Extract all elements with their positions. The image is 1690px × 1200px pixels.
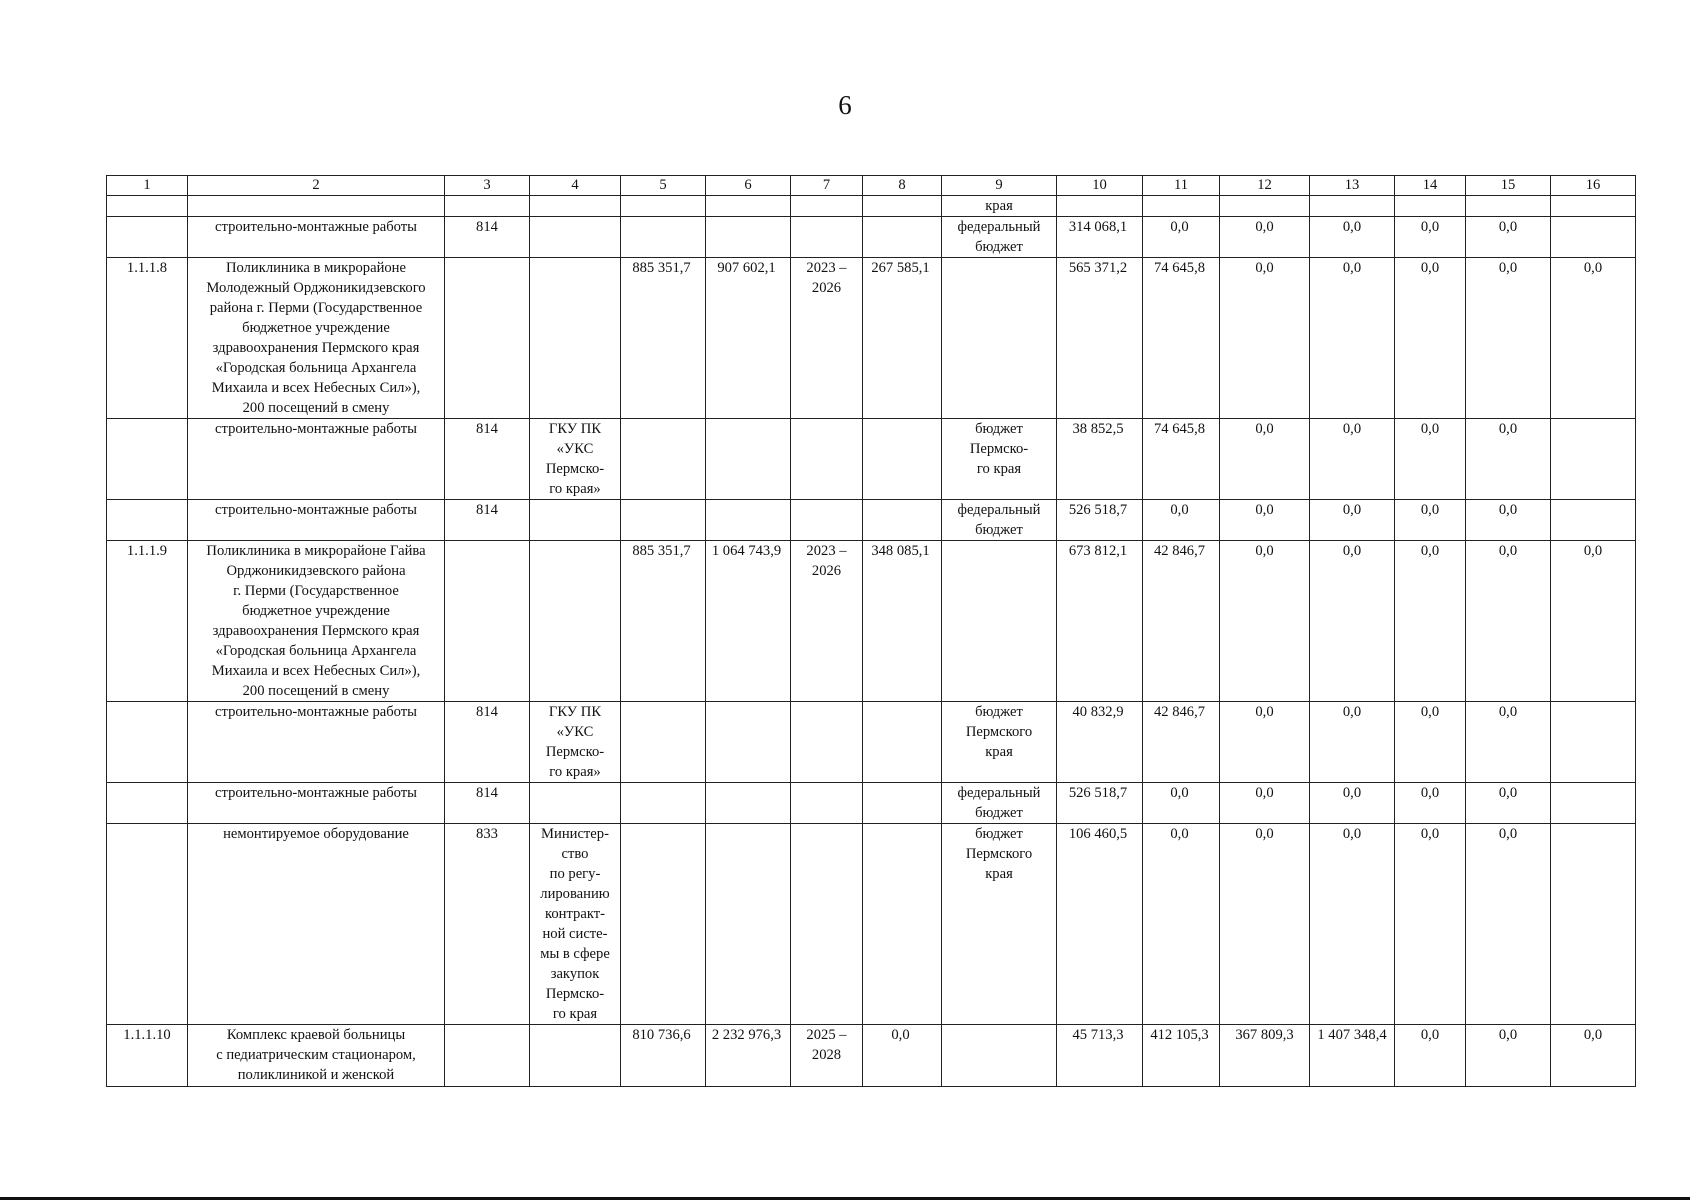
table-row [107, 783, 1636, 824]
table-cell: ГКУ ПК «УКС Пермско- го края» [530, 702, 621, 783]
table-cell: 814 [445, 419, 530, 500]
column-number-cell: 1 [107, 176, 188, 196]
table-cell: бюджет Пермско- го края [942, 419, 1057, 500]
table-cell [530, 541, 621, 702]
table-cell [621, 500, 706, 541]
table-row [107, 196, 1636, 217]
table-cell [863, 196, 942, 217]
table-cell: 0,0 [1551, 258, 1636, 419]
table-cell [621, 419, 706, 500]
table-cell: 0,0 [1220, 258, 1310, 419]
table-cell [863, 824, 942, 1025]
table-cell: 2023 – 2026 [791, 258, 863, 419]
table-cell: 565 371,2 [1057, 258, 1143, 419]
table-cell: федеральный бюджет [942, 217, 1057, 258]
table-cell [107, 217, 188, 258]
table-cell: 0,0 [1551, 541, 1636, 702]
table-row [107, 702, 1636, 783]
table-cell: 810 736,6 [621, 1025, 706, 1087]
table-cell: 1.1.1.9 [107, 541, 188, 702]
table-row [107, 217, 1636, 258]
table-cell [445, 196, 530, 217]
table-cell: 0,0 [1466, 541, 1551, 702]
table-cell: 814 [445, 783, 530, 824]
table-row [107, 500, 1636, 541]
table-cell: 833 [445, 824, 530, 1025]
table-cell [530, 217, 621, 258]
table-cell: 0,0 [1395, 541, 1466, 702]
table-cell: 0,0 [1310, 702, 1395, 783]
table-cell [530, 258, 621, 419]
table-cell: 814 [445, 217, 530, 258]
column-number-cell: 9 [942, 176, 1057, 196]
table-cell: 0,0 [1143, 783, 1220, 824]
table-cell: немонтируемое оборудование [188, 824, 445, 1025]
table-cell [107, 783, 188, 824]
table-cell: 885 351,7 [621, 258, 706, 419]
table-cell [1551, 419, 1636, 500]
table-cell [863, 419, 942, 500]
table-cell [1551, 196, 1636, 217]
table-cell [791, 217, 863, 258]
table-cell: ГКУ ПК «УКС Пермско- го края» [530, 419, 621, 500]
column-number-cell: 13 [1310, 176, 1395, 196]
table-cell: 0,0 [1143, 217, 1220, 258]
table-cell [1466, 196, 1551, 217]
table-cell: 0,0 [1310, 500, 1395, 541]
table-row [107, 258, 1636, 419]
table-cell: 0,0 [1220, 702, 1310, 783]
column-number-row [107, 176, 1636, 196]
table-cell [445, 1025, 530, 1087]
table-cell: 1.1.1.10 [107, 1025, 188, 1087]
table-cell: 0,0 [1310, 419, 1395, 500]
table-cell: 0,0 [1220, 541, 1310, 702]
table-cell: 0,0 [1395, 1025, 1466, 1087]
table-cell: 0,0 [1395, 783, 1466, 824]
column-number-cell: 12 [1220, 176, 1310, 196]
table-cell: 0,0 [1466, 500, 1551, 541]
table-cell [863, 217, 942, 258]
table-cell: строительно-монтажные работы [188, 702, 445, 783]
table-cell [1143, 196, 1220, 217]
table-cell: 0,0 [1310, 541, 1395, 702]
table-cell: федеральный бюджет [942, 783, 1057, 824]
table-cell: строительно-монтажные работы [188, 217, 445, 258]
budget-table [106, 175, 1636, 1087]
table-cell [942, 541, 1057, 702]
column-number-cell: 3 [445, 176, 530, 196]
table-cell [706, 500, 791, 541]
table-cell [107, 196, 188, 217]
table-cell [942, 1025, 1057, 1087]
table-cell: 40 832,9 [1057, 702, 1143, 783]
table-cell: 74 645,8 [1143, 258, 1220, 419]
column-number-cell: 14 [1395, 176, 1466, 196]
table-cell [863, 500, 942, 541]
column-number-cell: 16 [1551, 176, 1636, 196]
table-cell [791, 702, 863, 783]
table-cell [445, 541, 530, 702]
table-cell [621, 783, 706, 824]
table-cell: 367 809,3 [1220, 1025, 1310, 1087]
column-number-cell: 7 [791, 176, 863, 196]
table-cell: 2025 – 2028 [791, 1025, 863, 1087]
table-cell [791, 419, 863, 500]
table-cell: 0,0 [1310, 783, 1395, 824]
table-cell: строительно-монтажные работы [188, 419, 445, 500]
table-cell: 0,0 [1466, 824, 1551, 1025]
table-cell [791, 196, 863, 217]
column-number-cell: 8 [863, 176, 942, 196]
table-cell: Поликлиника в микрорайоне Молодежный Орджоникидзевского района г. Перми (Государственное бюджетное учреждение здравоохранения Пермского края «Городская больница Архангела Михаила и всех Небесных Сил»), 200 посещений в смену [188, 258, 445, 419]
column-number-cell: 10 [1057, 176, 1143, 196]
table-cell [706, 217, 791, 258]
table-cell [706, 702, 791, 783]
table-cell [1551, 702, 1636, 783]
table-cell: 0,0 [1466, 217, 1551, 258]
table-cell: бюджет Пермского края [942, 702, 1057, 783]
column-number-cell: 11 [1143, 176, 1220, 196]
table-cell [107, 824, 188, 1025]
table-cell: 0,0 [1466, 1025, 1551, 1087]
table-cell: 0,0 [1466, 419, 1551, 500]
column-number-cell: 4 [530, 176, 621, 196]
table-cell: 0,0 [1466, 702, 1551, 783]
table-cell [621, 702, 706, 783]
table-cell: 74 645,8 [1143, 419, 1220, 500]
table-cell: 814 [445, 500, 530, 541]
table-cell [706, 783, 791, 824]
table-cell [863, 702, 942, 783]
table-cell: 0,0 [1466, 258, 1551, 419]
table-row [107, 1025, 1636, 1087]
table-cell [107, 500, 188, 541]
table-cell [791, 824, 863, 1025]
table-row [107, 541, 1636, 702]
table-cell: 526 518,7 [1057, 500, 1143, 541]
page-number: 6 [838, 90, 852, 120]
table-cell [706, 824, 791, 1025]
table-cell: 2023 – 2026 [791, 541, 863, 702]
table-cell [1551, 824, 1636, 1025]
table-cell [530, 196, 621, 217]
table-cell: 673 812,1 [1057, 541, 1143, 702]
table-cell: 814 [445, 702, 530, 783]
table-cell: 1 407 348,4 [1310, 1025, 1395, 1087]
table-cell [791, 783, 863, 824]
table-cell: строительно-монтажные работы [188, 783, 445, 824]
table-cell: 42 846,7 [1143, 541, 1220, 702]
table-cell: федеральный бюджет [942, 500, 1057, 541]
table-cell: 0,0 [1395, 824, 1466, 1025]
table-cell [107, 419, 188, 500]
column-number-cell: 15 [1466, 176, 1551, 196]
table-cell [530, 783, 621, 824]
table-cell [1395, 196, 1466, 217]
table-cell: 348 085,1 [863, 541, 942, 702]
table-cell: 0,0 [1143, 824, 1220, 1025]
table-cell: 526 518,7 [1057, 783, 1143, 824]
table-cell [621, 196, 706, 217]
table-cell: 314 068,1 [1057, 217, 1143, 258]
table-cell [1551, 783, 1636, 824]
table-cell: 0,0 [1551, 1025, 1636, 1087]
column-number-cell: 5 [621, 176, 706, 196]
column-number-cell: 6 [706, 176, 791, 196]
table-cell [1551, 500, 1636, 541]
table-cell: 0,0 [1466, 783, 1551, 824]
table-cell: 42 846,7 [1143, 702, 1220, 783]
table-cell: 0,0 [1395, 419, 1466, 500]
table-cell: бюджет Пермского края [942, 824, 1057, 1025]
table-cell [1551, 217, 1636, 258]
table-cell: 0,0 [1310, 217, 1395, 258]
table-row [107, 824, 1636, 1025]
table-cell [1057, 196, 1143, 217]
table-cell: 0,0 [1220, 824, 1310, 1025]
table-cell: 45 713,3 [1057, 1025, 1143, 1087]
table-cell: 0,0 [1310, 258, 1395, 419]
table-cell [1310, 196, 1395, 217]
table-cell: 0,0 [1395, 217, 1466, 258]
table-cell: края [942, 196, 1057, 217]
table-cell: Поликлиника в микрорайоне Гайва Орджоникидзевского района г. Перми (Государственное бюджетное учреждение здравоохранения Пермского края «Городская больница Архангела Михаила и всех Небесных Сил»), 200 посещений в смену [188, 541, 445, 702]
table-cell [1220, 196, 1310, 217]
table-cell [621, 217, 706, 258]
table-cell [445, 258, 530, 419]
table-cell: Министер- ство по регу- лированию контракт- ной систе- мы в сфере закупок Пермско- го края [530, 824, 621, 1025]
table-cell: 0,0 [863, 1025, 942, 1087]
table-cell [863, 783, 942, 824]
table-cell: 0,0 [1220, 500, 1310, 541]
table-cell: 0,0 [1220, 783, 1310, 824]
table-cell: 0,0 [1220, 419, 1310, 500]
table-cell [530, 1025, 621, 1087]
table-cell: 0,0 [1310, 824, 1395, 1025]
table-cell: строительно-монтажные работы [188, 500, 445, 541]
table-cell: 38 852,5 [1057, 419, 1143, 500]
table-cell [706, 419, 791, 500]
table-cell [942, 258, 1057, 419]
table-cell [706, 196, 791, 217]
table-cell: 0,0 [1395, 702, 1466, 783]
table-cell [530, 500, 621, 541]
table-row [107, 419, 1636, 500]
table-cell [107, 702, 188, 783]
table-cell [621, 824, 706, 1025]
table-cell: 0,0 [1143, 500, 1220, 541]
table-cell: 1.1.1.8 [107, 258, 188, 419]
table-cell: 2 232 976,3 [706, 1025, 791, 1087]
table-cell: 907 602,1 [706, 258, 791, 419]
table-cell: 0,0 [1220, 217, 1310, 258]
table-cell [791, 500, 863, 541]
table-cell: 0,0 [1395, 258, 1466, 419]
table-cell: 0,0 [1395, 500, 1466, 541]
column-number-cell: 2 [188, 176, 445, 196]
table-cell [188, 196, 445, 217]
table-cell: 412 105,3 [1143, 1025, 1220, 1087]
table-cell: 1 064 743,9 [706, 541, 791, 702]
table-cell: 106 460,5 [1057, 824, 1143, 1025]
table-cell: 267 585,1 [863, 258, 942, 419]
table-cell: 885 351,7 [621, 541, 706, 702]
table-cell: Комплекс краевой больницы с педиатрическим стационаром, поликлиникой и женской [188, 1025, 445, 1087]
